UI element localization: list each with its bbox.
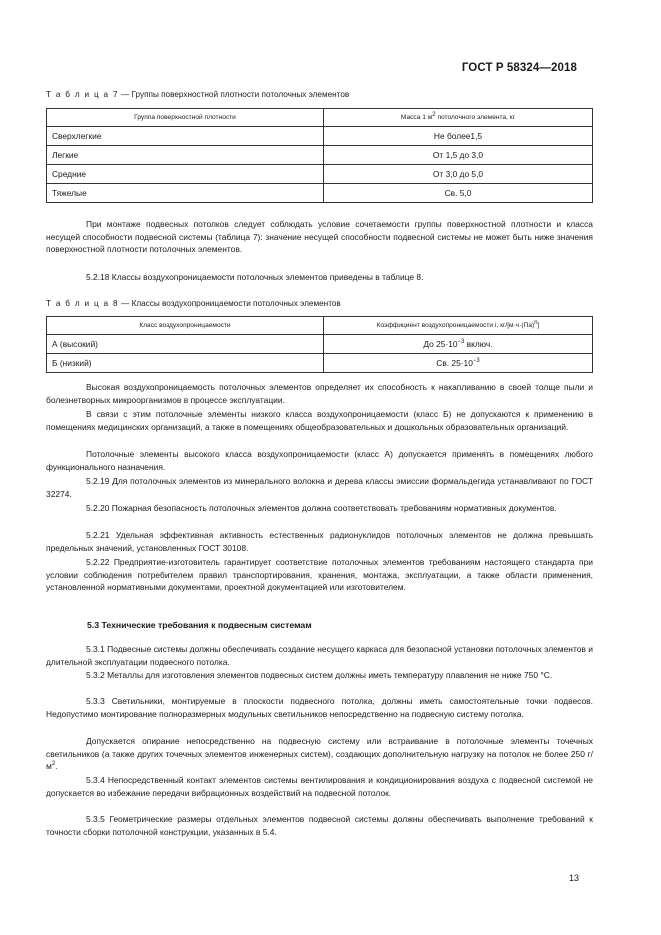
paragraph-text: 5.3.2 Металлы для изготовления элементов подвесных систем должны иметь температуру плавления не ниже 750 °С. bbox=[86, 670, 553, 680]
paragraph bbox=[46, 475, 593, 500]
table-cell-group: Легкие bbox=[47, 146, 324, 165]
paragraph-text: . bbox=[55, 761, 58, 771]
paragraph-text: При монтаже подвесных потолков следует соблюдать условие сочетаемости группы поверхностной плотности и класса несущей способности подвесной системы (таблица 7): значение несущей способности подвесной системы не может быть ниже значения поверхностной плотности потолочных элементов. bbox=[46, 219, 593, 254]
paragraph bbox=[46, 669, 593, 682]
table8-caption bbox=[46, 299, 341, 308]
paragraph bbox=[46, 735, 593, 773]
table7 bbox=[46, 108, 593, 203]
table8-caption-label: Т а б л и ц а 8 bbox=[46, 299, 119, 308]
paragraph-text: 5.3.5 Геометрические размеры отдельных элементов подвесной системы должны обеспечивать выполнение требований к точности сборки потолочной конструкции, указанных в 5.4. bbox=[46, 814, 593, 837]
value-text: До 25·10 bbox=[423, 339, 458, 349]
table8-col2-header bbox=[324, 317, 593, 335]
table7-caption-label: Т а б л и ц а 7 bbox=[46, 90, 119, 99]
paragraph bbox=[46, 408, 593, 433]
table-header-row bbox=[47, 317, 593, 335]
header-text: Коэффициент воздухопроницаемости i, кг/[м·ч·(Па) bbox=[376, 322, 535, 329]
paragraph-text: 5.2.19 Для потолочных элементов из минерального волокна и дерева классы эмиссии формальдегида устанавливают по ГОСТ 32274. bbox=[46, 476, 593, 499]
table-row bbox=[47, 146, 593, 165]
table-cell-class: Б (низкий) bbox=[47, 354, 324, 373]
table7-col1-header: Группа поверхностной плотности bbox=[47, 109, 324, 127]
table7-caption-text: — Группы поверхностной плотности потолочных элементов bbox=[118, 90, 350, 99]
paragraph-text: 5.3.4 Непосредственный контакт элементов системы вентилирования и кондиционирования воздуха с подвесной системой не допускается во избежание передачи вибрационных воздействий на подвесной потолок. bbox=[46, 775, 593, 798]
paragraph-text: 5.2.22 Предприятие-изготовитель гарантирует соответствие потолочных элементов требованиям настоящего стандарта при условии соблюдения потребителем правил транспортирования, хранения, монтажа, эксплуатации, а также области применения, установленной нормативными документами, проектной документацией или изготовителем. bbox=[46, 557, 593, 592]
header-superscript: 2 bbox=[432, 111, 436, 118]
table-cell-group: Тяжелые bbox=[47, 184, 324, 203]
table7-caption bbox=[46, 90, 349, 99]
value-text: включ. bbox=[464, 339, 493, 349]
table-row bbox=[47, 335, 593, 354]
table-cell-group: Средние bbox=[47, 165, 324, 184]
header-text: ] bbox=[537, 322, 540, 329]
paragraph bbox=[46, 271, 593, 284]
value-superscript: −3 bbox=[457, 339, 465, 346]
paragraph-text: Высокая воздухопроницаемость потолочных элементов определяет их способность к накапливанию в своей толще пыли и болезнетворных микроорганизмов в процессе эксплуатации. bbox=[46, 382, 593, 405]
value-text: Св. 25·10 bbox=[436, 358, 473, 368]
document-id: ГОСТ Р 58324—2018 bbox=[461, 62, 577, 74]
value-superscript: −3 bbox=[472, 358, 480, 365]
table-cell-mass: От 1,5 до 3,0 bbox=[324, 146, 593, 165]
paragraph-text: 5.2.18 Классы воздухопроницаемости потолочных элементов приведены в таблице 8. bbox=[86, 272, 424, 282]
paragraph bbox=[46, 381, 593, 406]
paragraph bbox=[46, 448, 593, 473]
paragraph-text: 5.2.21 Удельная эффективная активность естественных радионуклидов потолочных элементов не должна превышать предельных значений, установленных ГОСТ 30108. bbox=[46, 530, 593, 553]
superscript: 2 bbox=[51, 761, 56, 768]
paragraph bbox=[46, 502, 593, 515]
table-cell-mass: Не более1,5 bbox=[324, 127, 593, 146]
table-cell-mass: Св. 5,0 bbox=[324, 184, 593, 203]
table-cell-coefficient bbox=[324, 335, 593, 354]
header-text: потолочного элемента, кг bbox=[435, 114, 516, 121]
table-cell-class: А (высокий) bbox=[47, 335, 324, 354]
table-cell-group: Сверхлегкие bbox=[47, 127, 324, 146]
paragraph bbox=[46, 218, 593, 256]
section-heading: 5.3 Технические требования к подвесным системам bbox=[87, 620, 312, 630]
paragraph-text: Допускается опирание непосредственно на подвесную систему или встраивание в потолочные элементы точечных светильников (а также других точечных элементов инженерных систем), создающих дополнительную нагрузку на потолок не более 250 г/м bbox=[46, 736, 593, 771]
table-row bbox=[47, 165, 593, 184]
table8-caption-text: — Классы воздухопроницаемости потолочных элементов bbox=[118, 299, 341, 308]
table8 bbox=[46, 316, 593, 373]
page-number: 13 bbox=[568, 873, 579, 883]
paragraph bbox=[46, 556, 593, 594]
paragraph-text: 5.3.3 Светильники, монтируемые в плоскости подвесного потолка, должны иметь самостоятельные точки подвесов. Недопустимо монтирование полноразмерных модульных светильников непосредственно на подвесную систему потолка. bbox=[46, 696, 593, 719]
paragraph bbox=[46, 643, 593, 668]
table-cell-coefficient bbox=[324, 354, 593, 373]
header-text: Масса 1 м bbox=[400, 114, 433, 121]
paragraph bbox=[46, 813, 593, 838]
paragraph bbox=[46, 529, 593, 554]
paragraph bbox=[46, 695, 593, 720]
paragraph bbox=[46, 774, 593, 799]
table-header-row bbox=[47, 109, 593, 127]
paragraph-text: 5.2.20 Пожарная безопасность потолочных элементов должна соответствовать требованиям нормативных документов. bbox=[86, 503, 557, 513]
paragraph-text: Потолочные элементы высокого класса воздухопроницаемости (класс А) допускается применять в помещениях любого функционального назначения. bbox=[46, 449, 593, 472]
table-row bbox=[47, 127, 593, 146]
table-row bbox=[47, 184, 593, 203]
paragraph-text: В связи с этим потолочные элементы низкого класса воздухопроницаемости (класс Б) не допускаются к применению в помещениях медицинских организаций, а также в помещениях общеобразовательных и дошкольных образовательных организаций. bbox=[46, 409, 593, 432]
header-superscript: n bbox=[534, 319, 538, 326]
table-cell-mass: От 3,0 до 5,0 bbox=[324, 165, 593, 184]
table-row bbox=[47, 354, 593, 373]
table8-col1-header: Класс воздухопроницаемости bbox=[47, 317, 324, 335]
paragraph-text: 5.3.1 Подвесные системы должны обеспечивать создание несущего каркаса для безопасной установки потолочных элементов и длительной эксплуатации подвесного потолка. bbox=[46, 644, 593, 667]
table7-col2-header bbox=[324, 109, 593, 127]
